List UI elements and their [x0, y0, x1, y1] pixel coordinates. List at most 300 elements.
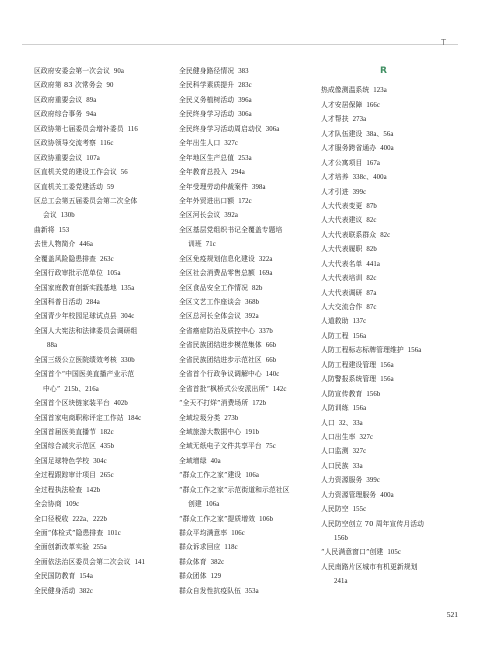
running-header-letter: T — [441, 38, 446, 47]
index-entry — [179, 411, 316, 425]
index-entry — [179, 266, 316, 280]
index-term: 全口径税收 — [34, 514, 69, 523]
index-term: 全域增绿 — [179, 456, 207, 465]
index-entry — [34, 151, 174, 165]
index-entry — [179, 151, 316, 165]
index-entry — [321, 574, 446, 588]
index-entry — [34, 64, 174, 78]
index-term: 全国科普日活动 — [34, 298, 83, 306]
index-page-ref: 105a — [106, 270, 121, 278]
index-entry — [34, 526, 174, 540]
index-entry — [179, 367, 316, 381]
index-entry — [179, 584, 316, 598]
index-entry — [321, 502, 446, 516]
index-entry — [321, 459, 446, 473]
index-term: “全天不打烊”消费场所 — [179, 399, 249, 408]
index-page-ref: 156a — [380, 361, 394, 369]
index-term: 人防工程 — [321, 331, 349, 340]
index-entry — [34, 411, 174, 425]
index-entry — [321, 387, 446, 401]
index-entry — [34, 136, 174, 150]
index-page-ref: 156b — [366, 390, 381, 398]
index-page-ref: 101c — [107, 530, 121, 537]
index-term: 人民防空 — [321, 505, 349, 514]
index-term: 全民国防教育 — [34, 572, 76, 581]
index-entry — [179, 309, 316, 323]
index-term: 全区社会消费品零售总额 — [179, 269, 255, 278]
index-entry — [34, 540, 174, 554]
index-entry — [179, 425, 316, 439]
index-entry — [34, 483, 174, 497]
index-entry — [34, 295, 174, 309]
index-term: 全国人大宪法和法律委员会调研组 — [34, 326, 138, 335]
index-entry — [179, 497, 316, 511]
index-term: 全区基层党组织书记全覆盖专题培 — [179, 225, 283, 234]
index-page-ref: 273b — [224, 414, 239, 422]
index-entry — [179, 107, 316, 121]
index-entry — [321, 199, 446, 213]
index-entry — [179, 569, 316, 583]
index-page-ref: 400a — [380, 145, 394, 153]
index-page-ref: 327c — [359, 433, 374, 441]
index-page-ref: 123a — [373, 87, 387, 95]
index-term: 群众团体 — [179, 572, 207, 581]
index-entry — [179, 223, 316, 237]
index-term: 群众诉求回应 — [179, 543, 221, 552]
index-page-ref: 392a — [245, 313, 259, 321]
index-entry — [34, 382, 174, 396]
section-letter-heading: R — [380, 66, 387, 76]
index-page-ref: 75c — [265, 443, 276, 451]
index-entry — [321, 213, 446, 227]
index-page-ref: 82b — [251, 284, 263, 292]
index-page-ref: 184c — [127, 414, 142, 422]
index-page-ref: 400a — [380, 491, 394, 499]
index-term: 人大代表培训 — [321, 274, 363, 283]
index-entry — [179, 540, 316, 554]
index-term: 全区文艺工作座谈会 — [179, 298, 242, 306]
index-page-ref: 142b — [86, 486, 101, 494]
index-term: “人民满意窗口”创建 — [321, 548, 384, 557]
index-page-ref: 396a — [238, 96, 252, 104]
index-page-ref: 330b — [120, 356, 135, 364]
index-term: 群众自发性抗疫队伍 — [179, 586, 242, 595]
index-entry — [34, 194, 174, 208]
index-entry — [34, 367, 174, 381]
index-term: 区政协领导交流考察 — [34, 139, 97, 148]
index-page-ref: 338c、400a — [352, 174, 387, 182]
index-term: 全区河长会议 — [179, 211, 221, 220]
index-page-ref: 82c — [380, 231, 391, 239]
index-term: 区政协第七届委员会增补委员 — [34, 124, 124, 133]
index-term: 全省首批“枫桥式公安派出所” — [179, 384, 269, 393]
index-term: 人防工程建设管理 — [321, 360, 377, 369]
index-entry — [34, 396, 174, 410]
index-page-ref: 435b — [100, 443, 115, 451]
index-entry — [179, 194, 316, 208]
index-term: 训班 — [188, 240, 202, 249]
index-page-ref: 253a — [238, 154, 252, 162]
index-entry — [179, 136, 316, 150]
index-entry — [179, 295, 316, 309]
index-term: 区政协重要会议 — [34, 153, 83, 162]
index-entry — [179, 64, 316, 78]
index-entry — [321, 300, 446, 314]
index-term: 人口监测 — [321, 447, 349, 456]
index-entry — [321, 329, 446, 343]
index-page-ref: 263c — [100, 255, 114, 263]
index-entry — [34, 78, 174, 92]
index-term: 全面依法治区委员会第二次会议 — [34, 557, 131, 566]
index-term: 人防训练 — [321, 404, 349, 413]
index-entry — [34, 122, 174, 136]
index-term: 全省民族团结进步模范集体 — [179, 341, 262, 350]
index-entry — [179, 281, 316, 295]
index-term: 人力资源服务 — [321, 476, 363, 485]
index-term: 全省癌症防治及质控中心 — [179, 326, 255, 335]
index-page-ref: 182c — [100, 428, 114, 436]
index-page-ref: 327c — [352, 448, 367, 456]
index-page-ref: 116 — [127, 125, 138, 133]
index-entry — [34, 353, 174, 367]
index-entry — [321, 127, 446, 141]
index-page-ref: 142c — [272, 385, 287, 393]
index-entry — [321, 156, 446, 170]
index-term: 群众平均满意率 — [179, 529, 228, 537]
index-entry — [179, 93, 316, 107]
index-term: 会议 — [43, 211, 57, 220]
index-term: 全年外贸进出口额 — [179, 196, 235, 205]
index-entry — [321, 170, 446, 184]
index-page-ref: 90a — [113, 68, 124, 75]
index-page-ref: 82c — [366, 217, 377, 225]
index-page-ref: 156a — [352, 332, 367, 340]
index-page-ref: 106a — [245, 472, 259, 480]
index-term: “群众工作之家”提质增效 — [179, 514, 256, 523]
index-term: 人防宣传教育 — [321, 389, 363, 398]
index-entry — [321, 444, 446, 458]
index-page-ref: 153 — [58, 226, 70, 234]
index-page-ref: 392a — [224, 212, 239, 220]
index-term: 人力资源管理服务 — [321, 490, 377, 499]
index-term: 人民防空创立 70 周年宣传月活动 — [321, 519, 425, 528]
index-page-ref: 327c — [224, 140, 239, 148]
index-page-ref: 156a — [352, 405, 367, 413]
index-entry — [179, 512, 316, 526]
index-entry — [34, 237, 174, 251]
index-entry — [321, 430, 446, 444]
index-term: 人才帮扶 — [321, 115, 349, 124]
index-term: 人防警报系统管理 — [321, 375, 377, 384]
index-term: 全域旅游大数据中心 — [179, 427, 242, 436]
index-entry — [34, 454, 174, 468]
index-entry — [179, 382, 316, 396]
index-page-ref: 135a — [120, 284, 135, 292]
index-page-ref: 107a — [86, 154, 100, 162]
index-page-ref: 172b — [252, 400, 267, 408]
index-page-ref: 82b — [366, 246, 377, 254]
index-term: 区总工会第五届委员会第二次全体 — [34, 196, 138, 205]
index-page-ref: 222a、222b — [72, 515, 107, 523]
index-page-ref: 156a — [380, 376, 394, 384]
index-term: 人才服务跨省通办 — [321, 144, 377, 153]
index-page-ref: 191b — [245, 428, 260, 436]
index-entry — [321, 98, 446, 112]
index-page-ref: 118c — [224, 544, 238, 552]
index-column-3 — [321, 64, 446, 604]
index-page-ref: 241a — [334, 578, 348, 586]
index-page-ref: 66b — [265, 356, 277, 364]
index-entry — [321, 257, 446, 271]
index-term: 区政府重要会议 — [34, 95, 83, 104]
index-entry — [321, 560, 446, 574]
index-entry — [179, 555, 316, 569]
index-page-ref: 66b — [265, 342, 277, 350]
index-term: 全会协商 — [34, 500, 62, 509]
index-entry — [179, 252, 316, 266]
index-entry — [179, 526, 316, 540]
index-page-ref: 38a、56a — [366, 130, 394, 138]
index-term: 区直机关工委党建活动 — [34, 182, 103, 191]
index-term: 全国综合减灾示范区 — [34, 442, 97, 451]
index-term: 人大代表调研 — [321, 288, 363, 297]
index-page-ref: 273a — [352, 116, 367, 124]
index-term: 全面“体检式”隐患排查 — [34, 529, 104, 537]
index-entry — [321, 112, 446, 126]
index-term: 全省民族团结进步示范社区 — [179, 355, 262, 364]
index-term: 人才安居保障 — [321, 100, 363, 109]
index-page-ref: 154a — [79, 573, 94, 581]
index-term: 人大代表名单 — [321, 259, 363, 268]
index-page-ref: 59 — [106, 183, 114, 191]
index-entry — [179, 468, 316, 482]
index-entry — [34, 555, 174, 569]
index-page-ref: 215b、216a — [64, 385, 99, 393]
index-entry — [34, 180, 174, 194]
index-term: 人口出生率 — [321, 432, 356, 441]
index-page-ref: 382c — [79, 587, 94, 595]
index-term: 全民科学素质提升 — [179, 81, 235, 90]
index-page-ref: 382c — [210, 558, 225, 566]
index-entry — [179, 353, 316, 367]
index-term: 群众体育 — [179, 557, 207, 566]
index-entry — [34, 569, 174, 583]
index-term: 全年教育总投入 — [179, 168, 228, 177]
index-term: 人口 — [321, 418, 335, 427]
index-page-ref: 283c — [238, 82, 252, 90]
index-column-2 — [179, 64, 316, 604]
index-page-ref: 56 — [120, 169, 128, 177]
index-page-ref: 90 — [106, 82, 114, 90]
index-entry — [34, 208, 174, 222]
index-term: 人大代表联系群众 — [321, 230, 377, 239]
page-number: 521 — [446, 610, 458, 619]
index-page-ref: 32、33a — [338, 419, 363, 427]
index-term: 全过程跟踪审计项目 — [34, 471, 97, 480]
index-entry — [179, 180, 316, 194]
index-page-ref: 337b — [258, 327, 273, 335]
index-term: 全年地区生产总值 — [179, 153, 235, 162]
index-term: “群众工作之家”建设 — [179, 471, 242, 480]
index-entry — [34, 252, 174, 266]
index-term: 中心” — [43, 384, 61, 393]
index-term: 人大交流合作 — [321, 303, 363, 311]
index-entry — [321, 531, 446, 545]
index-page-ref: 106a — [205, 501, 220, 509]
index-term: 全国首家电商职称评定工作站 — [34, 413, 124, 422]
index-entry — [179, 78, 316, 92]
index-term: 人民南路片区城市有机更新规划 — [321, 562, 418, 571]
index-page-ref: 169a — [258, 270, 273, 278]
index-page-ref: 265c — [100, 472, 114, 480]
index-column-1 — [34, 64, 174, 604]
index-term: 区政府第 83 次常务会 — [34, 81, 103, 90]
index-page-ref: 306a — [238, 111, 252, 119]
index-entry — [321, 545, 446, 559]
index-entry — [321, 271, 446, 285]
index-entry — [321, 141, 446, 155]
index-term: 全国首个区块链家装平台 — [34, 399, 110, 408]
index-term: 创建 — [188, 500, 202, 509]
index-page-ref: 94a — [86, 111, 97, 119]
index-term: 全民健身路径情况 — [179, 67, 235, 75]
index-page-ref: 446a — [79, 241, 94, 249]
index-page-ref: 82c — [366, 275, 377, 283]
index-page-ref: 116c — [100, 140, 114, 148]
index-term: 全民终身学习活动周启动仪 — [179, 124, 262, 133]
index-page-ref: 255a — [93, 544, 107, 552]
index-term: 全国行政审批示范单位 — [34, 269, 103, 278]
index-page-ref: 130b — [60, 212, 75, 220]
index-term: 人才引进 — [321, 187, 349, 196]
index-entry — [34, 338, 174, 352]
index-page-ref: 399c — [352, 188, 367, 196]
index-term: 全域垃圾分类 — [179, 413, 221, 422]
index-page-ref: 294a — [231, 169, 245, 177]
index-term: 全国首届医美直播节 — [34, 427, 97, 436]
index-term: 人才培养 — [321, 173, 349, 182]
index-entry — [321, 228, 446, 242]
index-term: 全国首个“中国医美直播产业示范 — [34, 370, 135, 379]
index-page-ref: 284a — [86, 299, 100, 306]
index-term: 人才队伍建设 — [321, 129, 363, 138]
index-entry — [179, 454, 316, 468]
index-term: 人才公寓项目 — [321, 158, 363, 167]
index-entry — [321, 343, 446, 357]
index-page-ref: 156a — [407, 347, 422, 355]
index-entry — [321, 83, 446, 97]
index-entry — [34, 584, 174, 598]
index-entry — [321, 401, 446, 415]
index-entry — [321, 286, 446, 300]
index-entry — [179, 483, 316, 497]
index-entry — [321, 358, 446, 372]
index-page-ref: 87c — [366, 304, 377, 311]
index-entry — [321, 473, 446, 487]
index-term: 全过程执法检查 — [34, 485, 83, 494]
index-page-ref: 399c — [366, 477, 381, 485]
index-page-ref: 33a — [352, 462, 363, 470]
index-entry — [179, 122, 316, 136]
index-page-ref: 402b — [113, 400, 128, 408]
index-entry — [179, 324, 316, 338]
index-page-ref: 441a — [366, 260, 381, 268]
index-term: 全国青少年校园足球试点县 — [34, 312, 117, 321]
index-page-ref: 87b — [366, 202, 377, 210]
index-term: 人大代表建议 — [321, 216, 363, 225]
index-term: 全民终身学习活动 — [179, 110, 235, 119]
index-term: 全区总河长全体会议 — [179, 312, 242, 321]
index-entry — [34, 439, 174, 453]
index-page-ref: 109c — [65, 501, 80, 509]
index-page-ref: 129 — [210, 573, 222, 581]
index-page-ref: 106c — [231, 530, 245, 537]
index-entry — [179, 396, 316, 410]
index-term: 区直机关党的建设工作会议 — [34, 168, 117, 177]
index-page-ref: 383 — [238, 68, 249, 75]
index-entry — [321, 242, 446, 256]
index-page-ref: 156b — [334, 535, 348, 542]
index-page-ref: 368b — [245, 299, 260, 306]
index-term: 全区免疫规划信息化建设 — [179, 254, 255, 263]
index-entry — [179, 439, 316, 453]
index-term: 曲新将 — [34, 225, 55, 234]
index-entry — [179, 237, 316, 251]
index-entry — [179, 165, 316, 179]
index-term: 全国家庭教育创新实践基地 — [34, 283, 117, 292]
index-term: 全年出生人口 — [179, 139, 221, 148]
index-term: 全年受理劳动仲裁案件 — [179, 182, 248, 191]
index-entry — [179, 208, 316, 222]
index-term: 人防工程标志标牌管理维护 — [321, 346, 404, 355]
index-page-ref: 89a — [86, 96, 97, 104]
index-term: 人大代表变更 — [321, 201, 363, 210]
index-entry — [34, 512, 174, 526]
index-page-ref: 306a — [265, 125, 280, 133]
index-term: 全国足球特色学校 — [34, 456, 90, 465]
index-page-ref: 172c — [238, 197, 252, 205]
index-entry — [34, 425, 174, 439]
index-entry — [321, 372, 446, 386]
index-entry — [34, 93, 174, 107]
index-entry — [179, 338, 316, 352]
index-entry — [34, 324, 174, 338]
index-term: 全区食品安全工作情况 — [179, 283, 248, 292]
index-entry — [34, 281, 174, 295]
index-page-ref: 322a — [258, 255, 273, 263]
index-page-ref: 167a — [366, 159, 381, 167]
index-page-ref: 105c — [387, 549, 401, 557]
index-entry — [321, 314, 446, 328]
index-page-ref: 353a — [245, 587, 259, 595]
index-page-ref: 87a — [366, 289, 377, 297]
index-entry — [321, 416, 446, 430]
index-columns — [34, 64, 446, 604]
index-term: 去世人物简介 — [34, 240, 76, 249]
index-term: 热成像测温系统 — [321, 86, 370, 95]
index-page-ref: 304c — [120, 313, 135, 321]
index-term: 人大代表履职 — [321, 245, 363, 254]
index-term: 全民健身活动 — [34, 586, 76, 595]
index-entry — [321, 517, 446, 531]
index-entry — [34, 165, 174, 179]
index-term: 区政府安委会第一次会议 — [34, 67, 110, 75]
index-term: 全省首个行政争议调解中心 — [179, 370, 262, 379]
index-page-ref: 155c — [352, 506, 367, 514]
index-term: 全面创新改革实验 — [34, 543, 90, 552]
index-page-ref: 140c — [265, 371, 280, 379]
index-term: 全国三级公立医院绩效考核 — [34, 355, 117, 364]
